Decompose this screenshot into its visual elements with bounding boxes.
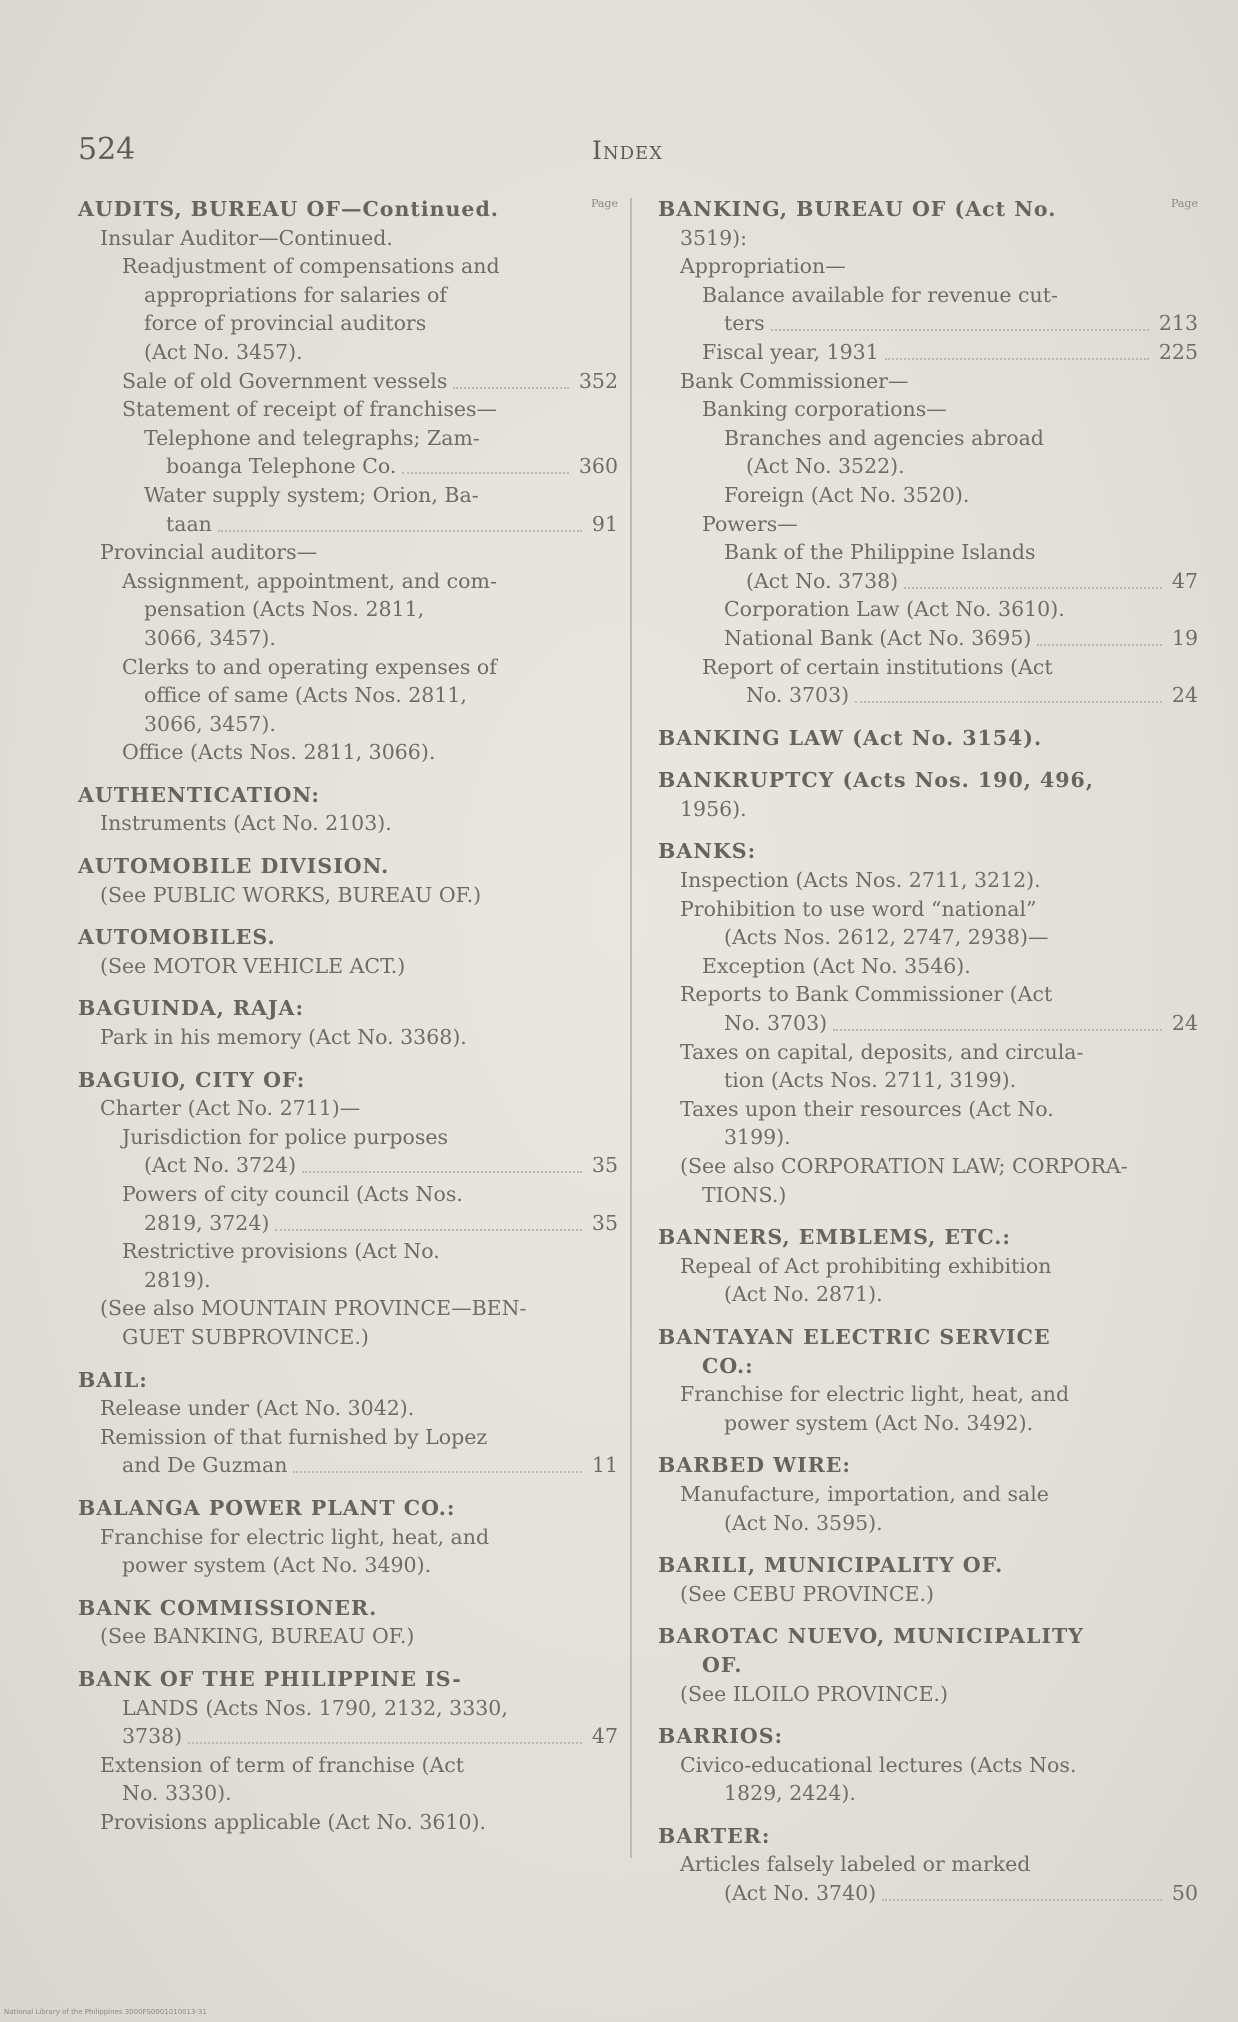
index-entry-line (78, 395, 618, 424)
entry-text: National Bank (Act No. 3695) (724, 625, 1032, 650)
index-heading (658, 724, 1198, 753)
entry-text: Provisions applicable (Act No. 3610). (100, 1809, 487, 1834)
index-entry-line (78, 567, 618, 596)
index-entry-line (658, 1152, 1198, 1181)
index-entry-line (78, 538, 618, 567)
entry-text: TIONS.) (702, 1182, 787, 1207)
index-entry-line (658, 1751, 1198, 1780)
entry-text: GUET SUBPROVINCE.) (122, 1324, 369, 1349)
entry-text: (See also CORPORATION LAW; CORPORA- (680, 1154, 1128, 1178)
entry-text: Articles falsely labeled or marked (680, 1852, 1031, 1877)
index-entry-line (78, 1237, 618, 1266)
index-heading (658, 1451, 1198, 1480)
index-heading (78, 1066, 618, 1095)
entry-text: AUTHENTICATION: (78, 782, 320, 807)
entry-text: Park in his memory (Act No. 3368). (100, 1025, 467, 1050)
index-entry-line (658, 895, 1198, 924)
entry-text: Jurisdiction for police purposes (122, 1124, 449, 1149)
entry-text: BANK OF THE PHILIPPINE IS- (78, 1666, 462, 1691)
entry-text: Report of certain institutions (Act (702, 654, 1053, 679)
entry-text: Repeal of Act prohibiting exhibition (680, 1253, 1052, 1278)
entry-text: (See MOTOR VEHICLE ACT.) (100, 953, 406, 978)
leader-dots (1037, 616, 1162, 646)
page-reference: 50 (1171, 1881, 1198, 1906)
entry-text: AUTOMOBILES. (78, 925, 276, 950)
leader-dots (302, 1143, 582, 1173)
entry-text: Franchise for electric light, heat, and (680, 1382, 1070, 1407)
entry-text: No. 3703) (746, 683, 850, 708)
entry-gap (78, 1580, 618, 1594)
entry-text: LANDS (Acts Nos. 1790, 2132, 3330, (122, 1695, 508, 1720)
index-entry-line (78, 1394, 618, 1423)
entry-text: Charter (Act No. 2711)— (100, 1096, 361, 1121)
entry-text: taan (166, 511, 212, 536)
index-heading (78, 852, 618, 881)
index-entry-line (78, 1551, 618, 1580)
left-index-entries (78, 195, 618, 1836)
entry-text: Corporation Law (Act No. 3610). (724, 597, 1065, 622)
index-entry-line (78, 224, 618, 253)
index-heading (658, 1722, 1198, 1751)
index-entry-line (78, 738, 618, 767)
entry-text: (Act No. 3522). (746, 454, 905, 479)
index-entry-line (78, 510, 618, 539)
index-entry-line (78, 1722, 618, 1751)
page-number: 524 (78, 132, 136, 167)
scan-footer: National Library of the Philippines 3000FS0001010013-31 (4, 2008, 207, 2016)
entry-text: BAGUIO, CITY OF: (78, 1067, 306, 1092)
entry-text: Franchise for electric light, heat, and (100, 1524, 490, 1549)
entry-text: BANTAYAN ELECTRIC SERVICE (658, 1324, 1051, 1349)
entry-text: BANNERS, EMBLEMS, ETC.: (658, 1225, 1011, 1250)
entry-text: Provincial auditors— (100, 540, 318, 565)
entry-text: (See PUBLIC WORKS, BUREAU OF.) (100, 882, 482, 907)
index-entry-line (78, 1523, 618, 1552)
page-reference: 352 (578, 368, 618, 393)
leader-dots (218, 502, 582, 532)
index-entry-line (658, 1779, 1198, 1808)
index-heading (78, 1494, 618, 1523)
index-entry-line (78, 952, 618, 981)
index-heading (78, 923, 618, 952)
index-entry-line (78, 1622, 618, 1651)
index-entry-line (658, 952, 1198, 981)
leader-dots (904, 559, 1162, 589)
index-entry-line (78, 624, 618, 653)
index-entry-line (658, 367, 1198, 396)
index-entry-line (78, 653, 618, 682)
index-heading (78, 994, 618, 1023)
index-entry-line (78, 1023, 618, 1052)
page-reference: 11 (591, 1453, 618, 1478)
entry-gap (658, 1537, 1198, 1551)
index-entry-line (658, 1123, 1198, 1152)
index-entry-line (658, 1409, 1198, 1438)
page-reference: 91 (591, 511, 618, 536)
entry-text: Fiscal year, 1931 (702, 339, 879, 364)
index-entry-line (658, 681, 1198, 710)
index-entry-line (658, 1580, 1198, 1609)
entry-gap (78, 838, 618, 852)
entry-text: Extension of term of franchise (Act (100, 1752, 464, 1777)
left-column (78, 195, 618, 1836)
entry-text: Statement of receipt of franchises— (122, 397, 497, 422)
entry-gap (658, 1608, 1198, 1622)
index-entry-line (78, 1294, 618, 1323)
index-entry-line (78, 595, 618, 624)
index-heading (658, 1822, 1198, 1851)
entry-text: AUTOMOBILE DIVISION. (78, 854, 390, 879)
page-reference: 24 (1171, 683, 1198, 708)
right-index-entries (658, 195, 1198, 1908)
index-entry-line (658, 567, 1198, 596)
entry-text: tion (Acts Nos. 2711, 3199). (724, 1068, 1017, 1093)
entry-text: Balance available for revenue cut- (702, 282, 1058, 307)
index-entry-line (658, 1280, 1198, 1309)
page-reference: 24 (1171, 1011, 1198, 1036)
entry-text: Bank Commissioner— (680, 368, 909, 393)
entry-text: BARRIOS: (658, 1724, 784, 1749)
index-entry-line (78, 1451, 618, 1480)
leader-dots (833, 1001, 1162, 1031)
entry-text: and De Guzman (122, 1453, 288, 1478)
entry-gap (658, 1437, 1198, 1451)
entry-text: 2819, 3724) (144, 1210, 270, 1235)
index-heading (658, 837, 1198, 866)
entry-text: Inspection (Acts Nos. 2711, 3212). (680, 868, 1041, 893)
entry-text: Branches and agencies abroad (724, 425, 1044, 450)
page-header (78, 132, 1178, 172)
index-entry-line (78, 1209, 618, 1238)
entry-text: (See also MOUNTAIN PROVINCE—BEN- (100, 1296, 527, 1321)
index-heading (658, 766, 1198, 795)
index-entry-line (658, 866, 1198, 895)
index-entry-line (658, 1680, 1198, 1709)
entry-text: Restrictive provisions (Act No. (122, 1239, 440, 1264)
index-entry-line (78, 1094, 618, 1123)
index-entry-line (78, 1808, 618, 1837)
entry-text: Remission of that furnished by Lopez (100, 1424, 488, 1449)
index-entry-line (658, 923, 1198, 952)
entry-gap (658, 1708, 1198, 1722)
entry-text: Taxes on capital, deposits, and circula- (680, 1039, 1084, 1064)
entry-text: Powers of city council (Acts Nos. (122, 1182, 463, 1206)
entry-text: BANKING LAW (Act No. 3154). (658, 725, 1043, 750)
entry-text: 3199). (724, 1125, 791, 1150)
entry-text: 3738) (122, 1724, 183, 1749)
index-entry-line (78, 710, 618, 739)
entry-gap (658, 1209, 1198, 1223)
index-entry-line (658, 1009, 1198, 1038)
index-entry-line (78, 309, 618, 338)
index-entry-line (658, 1879, 1198, 1908)
entry-text: 1956). (680, 796, 747, 821)
entry-text: BARBED WIRE: (658, 1453, 851, 1478)
index-entry-line (658, 452, 1198, 481)
entry-text: 3066, 3457). (144, 711, 276, 736)
index-entry-line (658, 395, 1198, 424)
page-reference: 360 (578, 454, 618, 479)
index-entry-line (658, 1480, 1198, 1509)
entry-text: Powers— (702, 511, 798, 536)
entry-text: boanga Telephone Co. (166, 454, 397, 479)
entry-gap (78, 1651, 618, 1665)
entry-text: appropriations for salaries of (144, 282, 447, 307)
entry-text: Foreign (Act No. 3520). (724, 482, 970, 507)
index-entry-line (658, 224, 1198, 253)
index-entry-line (658, 1252, 1198, 1281)
leader-dots (885, 330, 1149, 360)
index-heading (658, 195, 1198, 224)
index-entry-line (78, 1266, 618, 1295)
entry-text: 1829, 2424). (724, 1781, 856, 1806)
index-entry-line (658, 481, 1198, 510)
entry-text: BAIL: (78, 1367, 148, 1392)
entry-text: (Acts Nos. 2612, 2747, 2938)— (724, 925, 1049, 950)
right-column (658, 195, 1198, 1908)
entry-text: (Act No. 3724) (144, 1153, 297, 1178)
index-entry-line (658, 252, 1198, 281)
page-column-label-right: Page (1170, 197, 1198, 210)
entry-text: Appropriation— (680, 254, 846, 279)
index-entry-line (658, 624, 1198, 653)
entry-text: Bank of the Philippine Islands (724, 540, 1036, 565)
entry-text: 2819). (144, 1267, 211, 1292)
entry-text: (See ILOILO PROVINCE.) (680, 1681, 949, 1706)
leader-dots (188, 1714, 582, 1744)
entry-text: Prohibition to use word “national” (680, 896, 1037, 921)
entry-text: Insular Auditor—Continued. (100, 225, 393, 250)
index-entry-line (78, 809, 618, 838)
index-heading (658, 1651, 1198, 1680)
entry-text: office of same (Acts Nos. 2811, (144, 683, 467, 708)
index-entry-line (78, 367, 618, 396)
entry-gap (658, 823, 1198, 837)
entry-text: ters (724, 311, 765, 336)
index-entry-line (78, 281, 618, 310)
entry-text: No. 3703) (724, 1011, 828, 1036)
page-reference: 35 (591, 1153, 618, 1178)
page-reference: 47 (1171, 568, 1198, 593)
entry-text: BAROTAC NUEVO, MUNICIPALITY (658, 1624, 1084, 1649)
index-heading (658, 1622, 1198, 1651)
leader-dots (453, 359, 569, 389)
index-entry-line (78, 252, 618, 281)
leader-dots (402, 444, 569, 474)
page-reference: 35 (591, 1210, 618, 1235)
entry-text: 3066, 3457). (144, 625, 276, 650)
entry-gap (78, 909, 618, 923)
entry-text: (See CEBU PROVINCE.) (680, 1581, 935, 1606)
entry-text: BANKS: (658, 839, 757, 864)
index-heading (78, 1594, 618, 1623)
index-heading (658, 1551, 1198, 1580)
entry-text: BANKRUPTCY (Acts Nos. 190, 496, (658, 768, 1094, 793)
index-entry-line (78, 1151, 618, 1180)
entry-text: OF. (702, 1652, 743, 1677)
entry-text: Release under (Act No. 3042). (100, 1396, 415, 1421)
page-reference: 47 (591, 1724, 618, 1749)
entry-text: Banking corporations— (702, 397, 947, 422)
index-entry-line (658, 1509, 1198, 1538)
entry-text: CO.: (702, 1353, 754, 1378)
column-divider (630, 198, 632, 1858)
index-entry-line (78, 681, 618, 710)
entry-text: pensation (Acts Nos. 2811, (144, 597, 425, 622)
page-reference: 19 (1171, 625, 1198, 650)
entry-gap (658, 752, 1198, 766)
running-head: Index (592, 136, 664, 165)
index-heading (78, 1665, 618, 1694)
index-entry-line (658, 1066, 1198, 1095)
index-heading (78, 1366, 618, 1395)
entry-gap (658, 1808, 1198, 1822)
entry-text: BANK COMMISSIONER. (78, 1595, 378, 1620)
entry-text: (See BANKING, BUREAU OF.) (100, 1624, 415, 1649)
entry-text: Assignment, appointment, and com- (122, 568, 497, 593)
entry-text: Taxes upon their resources (Act No. (680, 1096, 1054, 1121)
index-entry-line (658, 1380, 1198, 1409)
index-entry-line (78, 881, 618, 910)
entry-text: BANKING, BUREAU OF (Act No. (658, 197, 1057, 221)
index-heading (658, 1223, 1198, 1252)
entry-text: 3519): (680, 225, 748, 250)
entry-text: Clerks to and operating expenses of (122, 654, 497, 679)
entry-text: power system (Act No. 3490). (122, 1553, 432, 1578)
entry-text: (Act No. 2871). (724, 1282, 883, 1307)
index-entry-line (658, 1038, 1198, 1067)
entry-gap (78, 980, 618, 994)
index-entry-line (658, 424, 1198, 453)
entry-text: Water supply system; Orion, Ba- (144, 482, 479, 507)
entry-text: Readjustment of compensations and (122, 254, 500, 279)
entry-gap (658, 1309, 1198, 1323)
entry-text: Manufacture, importation, and sale (680, 1481, 1049, 1506)
index-entry-line (78, 1751, 618, 1780)
entry-text: BAGUINDA, RAJA: (78, 996, 305, 1021)
index-entry-line (78, 452, 618, 481)
entry-text: Telephone and telegraphs; Zam- (144, 425, 480, 450)
index-entry-line (78, 1779, 618, 1808)
index-heading (78, 781, 618, 810)
leader-dots (855, 673, 1162, 703)
leader-dots (275, 1201, 582, 1231)
entry-text: BARILI, MUNICIPALITY OF. (658, 1553, 1004, 1578)
index-entry-line (658, 338, 1198, 367)
index-entry-line (78, 1323, 618, 1352)
entry-text: (Act No. 3738) (746, 568, 899, 593)
index-entry-line (658, 1181, 1198, 1210)
page-reference: 225 (1158, 339, 1198, 364)
entry-text: Sale of old Government vessels (122, 368, 448, 393)
entry-text: Civico-educational lectures (Acts Nos. (680, 1752, 1077, 1777)
page-reference: 213 (1158, 311, 1198, 336)
entry-text: (Act No. 3740) (724, 1881, 877, 1906)
index-entry-line (658, 795, 1198, 824)
entry-gap (78, 1052, 618, 1066)
leader-dots (771, 301, 1149, 331)
entry-text: AUDITS, BUREAU OF—Continued. (78, 197, 499, 221)
leader-dots (882, 1871, 1162, 1901)
entry-text: (Act No. 3595). (724, 1510, 883, 1535)
entry-gap (78, 1352, 618, 1366)
entry-text: (Act No. 3457). (144, 339, 303, 364)
entry-text: No. 3330). (122, 1781, 232, 1806)
page-column-label-left: Page (590, 197, 618, 210)
entry-text: Instruments (Act No. 2103). (100, 811, 392, 836)
entry-text: power system (Act No. 3492). (724, 1410, 1034, 1435)
index-heading (658, 1323, 1198, 1352)
index-heading (78, 195, 618, 224)
index-heading (658, 1352, 1198, 1381)
entry-gap (78, 767, 618, 781)
entry-text: force of provincial auditors (144, 311, 427, 336)
entry-gap (658, 710, 1198, 724)
entry-text: BARTER: (658, 1823, 771, 1848)
entry-text: Office (Acts Nos. 2811, 3066). (122, 740, 436, 765)
index-entry-line (658, 510, 1198, 539)
leader-dots (293, 1443, 582, 1473)
entry-text: Exception (Act No. 3546). (702, 953, 971, 978)
index-entry-line (658, 1095, 1198, 1124)
entry-text: BALANGA POWER PLANT CO.: (78, 1495, 456, 1520)
entry-text: Reports to Bank Commissioner (Act (680, 982, 1053, 1007)
entry-gap (78, 1480, 618, 1494)
